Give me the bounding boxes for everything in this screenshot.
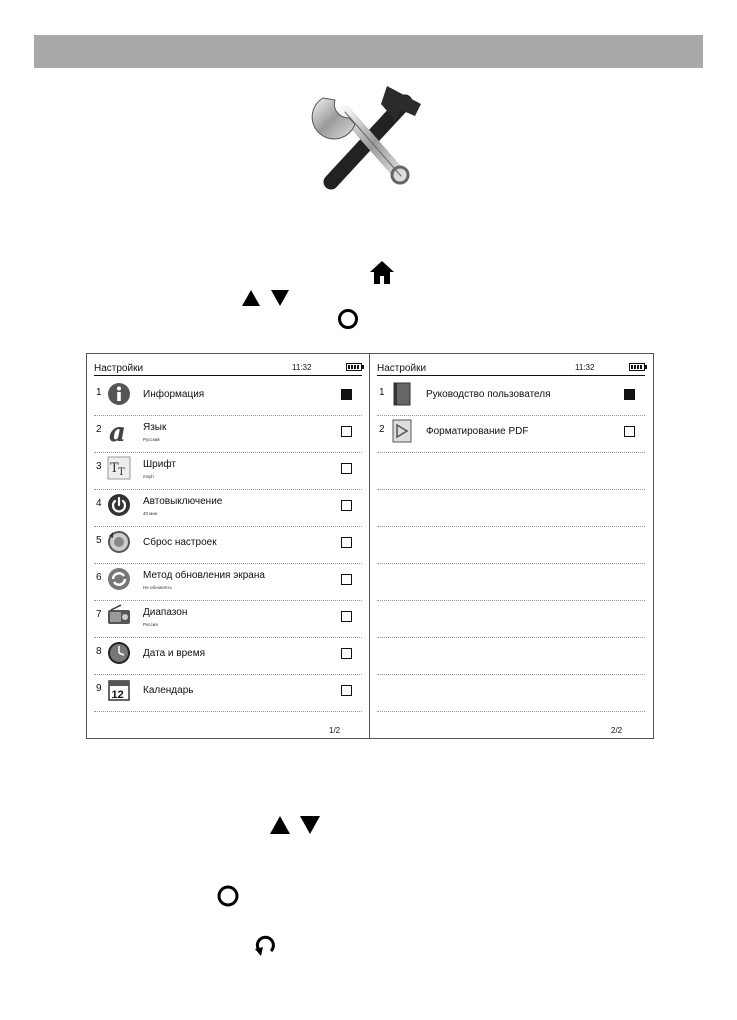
empty-row — [377, 637, 645, 675]
settings-item-calendar[interactable] — [94, 674, 362, 712]
svg-text:a: a — [109, 419, 126, 443]
settings-item-range[interactable] — [94, 600, 362, 638]
svg-text:12: 12 — [111, 689, 124, 701]
item-label: Метод обновления экрана — [143, 570, 265, 581]
item-label: Сброс настроек — [143, 537, 217, 548]
empty-row — [377, 674, 645, 712]
empty-row — [377, 563, 645, 601]
item-label: Информация — [143, 389, 205, 400]
settings-item-user-manual[interactable] — [377, 378, 645, 416]
up-arrow-icon — [269, 815, 291, 835]
item-checkbox[interactable] — [341, 500, 352, 511]
manual-book-icon — [390, 382, 414, 406]
battery-icon — [629, 363, 645, 371]
item-label: Диапазон — [143, 607, 188, 618]
item-checkbox[interactable] — [624, 389, 635, 400]
item-number: 2 — [96, 424, 102, 435]
info-icon — [107, 382, 131, 406]
title-divider — [377, 375, 645, 376]
item-label: Руководство пользователя — [426, 389, 551, 400]
settings-item-pdf-format[interactable] — [377, 415, 645, 453]
item-checkbox[interactable] — [341, 426, 352, 437]
clock-time: 11:32 — [575, 363, 595, 372]
item-number: 2 — [379, 424, 385, 435]
item-number: 1 — [96, 387, 102, 398]
item-label: Форматирование PDF — [426, 426, 529, 437]
settings-screen-page-1 — [87, 354, 370, 738]
settings-item-factory-reset[interactable] — [94, 526, 362, 564]
radio-icon — [107, 604, 131, 628]
battery-icon — [346, 363, 362, 371]
item-checkbox[interactable] — [341, 389, 352, 400]
reset-icon — [107, 530, 131, 554]
settings-item-language[interactable] — [94, 415, 362, 453]
item-label: Язык — [143, 422, 167, 433]
page-indicator: 1/2 — [329, 726, 341, 735]
down-arrow-icon — [270, 289, 290, 307]
item-checkbox[interactable] — [341, 537, 352, 548]
item-checkbox[interactable] — [624, 426, 635, 437]
clock-time: 11:32 — [292, 363, 312, 372]
item-value: msyh — [143, 474, 154, 479]
wrench-and-hammer-icon — [309, 78, 429, 196]
calendar-icon — [107, 678, 131, 702]
refresh-icon — [252, 932, 278, 958]
item-label: Шрифт — [143, 459, 176, 470]
up-arrow-icon — [241, 289, 261, 307]
item-value: Россия — [143, 622, 158, 627]
item-number: 1 — [379, 387, 385, 398]
item-value: Не обновлять — [143, 585, 172, 590]
header-bar — [34, 35, 703, 68]
language-icon — [107, 419, 131, 443]
item-value: 40 мин. — [143, 511, 159, 516]
title-divider — [94, 375, 362, 376]
screen-title: Настройки — [94, 363, 144, 374]
item-number: 3 — [96, 461, 102, 472]
font-icon — [107, 456, 131, 480]
empty-row — [377, 600, 645, 638]
item-number: 6 — [96, 572, 102, 583]
item-label: Дата и время — [143, 648, 206, 659]
home-icon — [369, 260, 395, 285]
item-number: 9 — [96, 683, 102, 694]
ok-circle-icon — [216, 884, 240, 908]
item-label: Автовыключение — [143, 496, 223, 507]
empty-row — [377, 489, 645, 527]
empty-row — [377, 452, 645, 490]
empty-row — [377, 526, 645, 564]
svg-text:T: T — [110, 461, 119, 476]
item-checkbox[interactable] — [341, 611, 352, 622]
item-number: 8 — [96, 646, 102, 657]
item-number: 4 — [96, 498, 102, 509]
pdf-format-icon — [390, 419, 414, 443]
down-arrow-icon — [299, 815, 321, 835]
settings-item-font[interactable] — [94, 452, 362, 490]
item-value: Русский — [143, 437, 160, 442]
item-number: 5 — [96, 535, 102, 546]
screen-title: Настройки — [377, 363, 427, 374]
svg-text:T: T — [118, 467, 125, 478]
clock-icon — [107, 641, 131, 665]
settings-item-date-time[interactable] — [94, 637, 362, 675]
item-number: 7 — [96, 609, 102, 620]
settings-item-screen-refresh[interactable] — [94, 563, 362, 601]
item-checkbox[interactable] — [341, 648, 352, 659]
ok-circle-icon — [337, 308, 359, 330]
settings-item-information[interactable] — [94, 378, 362, 416]
power-icon — [107, 493, 131, 517]
device-screens — [86, 353, 654, 739]
item-label: Календарь — [143, 685, 194, 696]
settings-screen-page-2 — [370, 354, 652, 738]
screen-refresh-icon — [107, 567, 131, 591]
item-checkbox[interactable] — [341, 574, 352, 585]
item-checkbox[interactable] — [341, 463, 352, 474]
item-checkbox[interactable] — [341, 685, 352, 696]
settings-item-auto-off[interactable] — [94, 489, 362, 527]
page-indicator: 2/2 — [611, 726, 623, 735]
